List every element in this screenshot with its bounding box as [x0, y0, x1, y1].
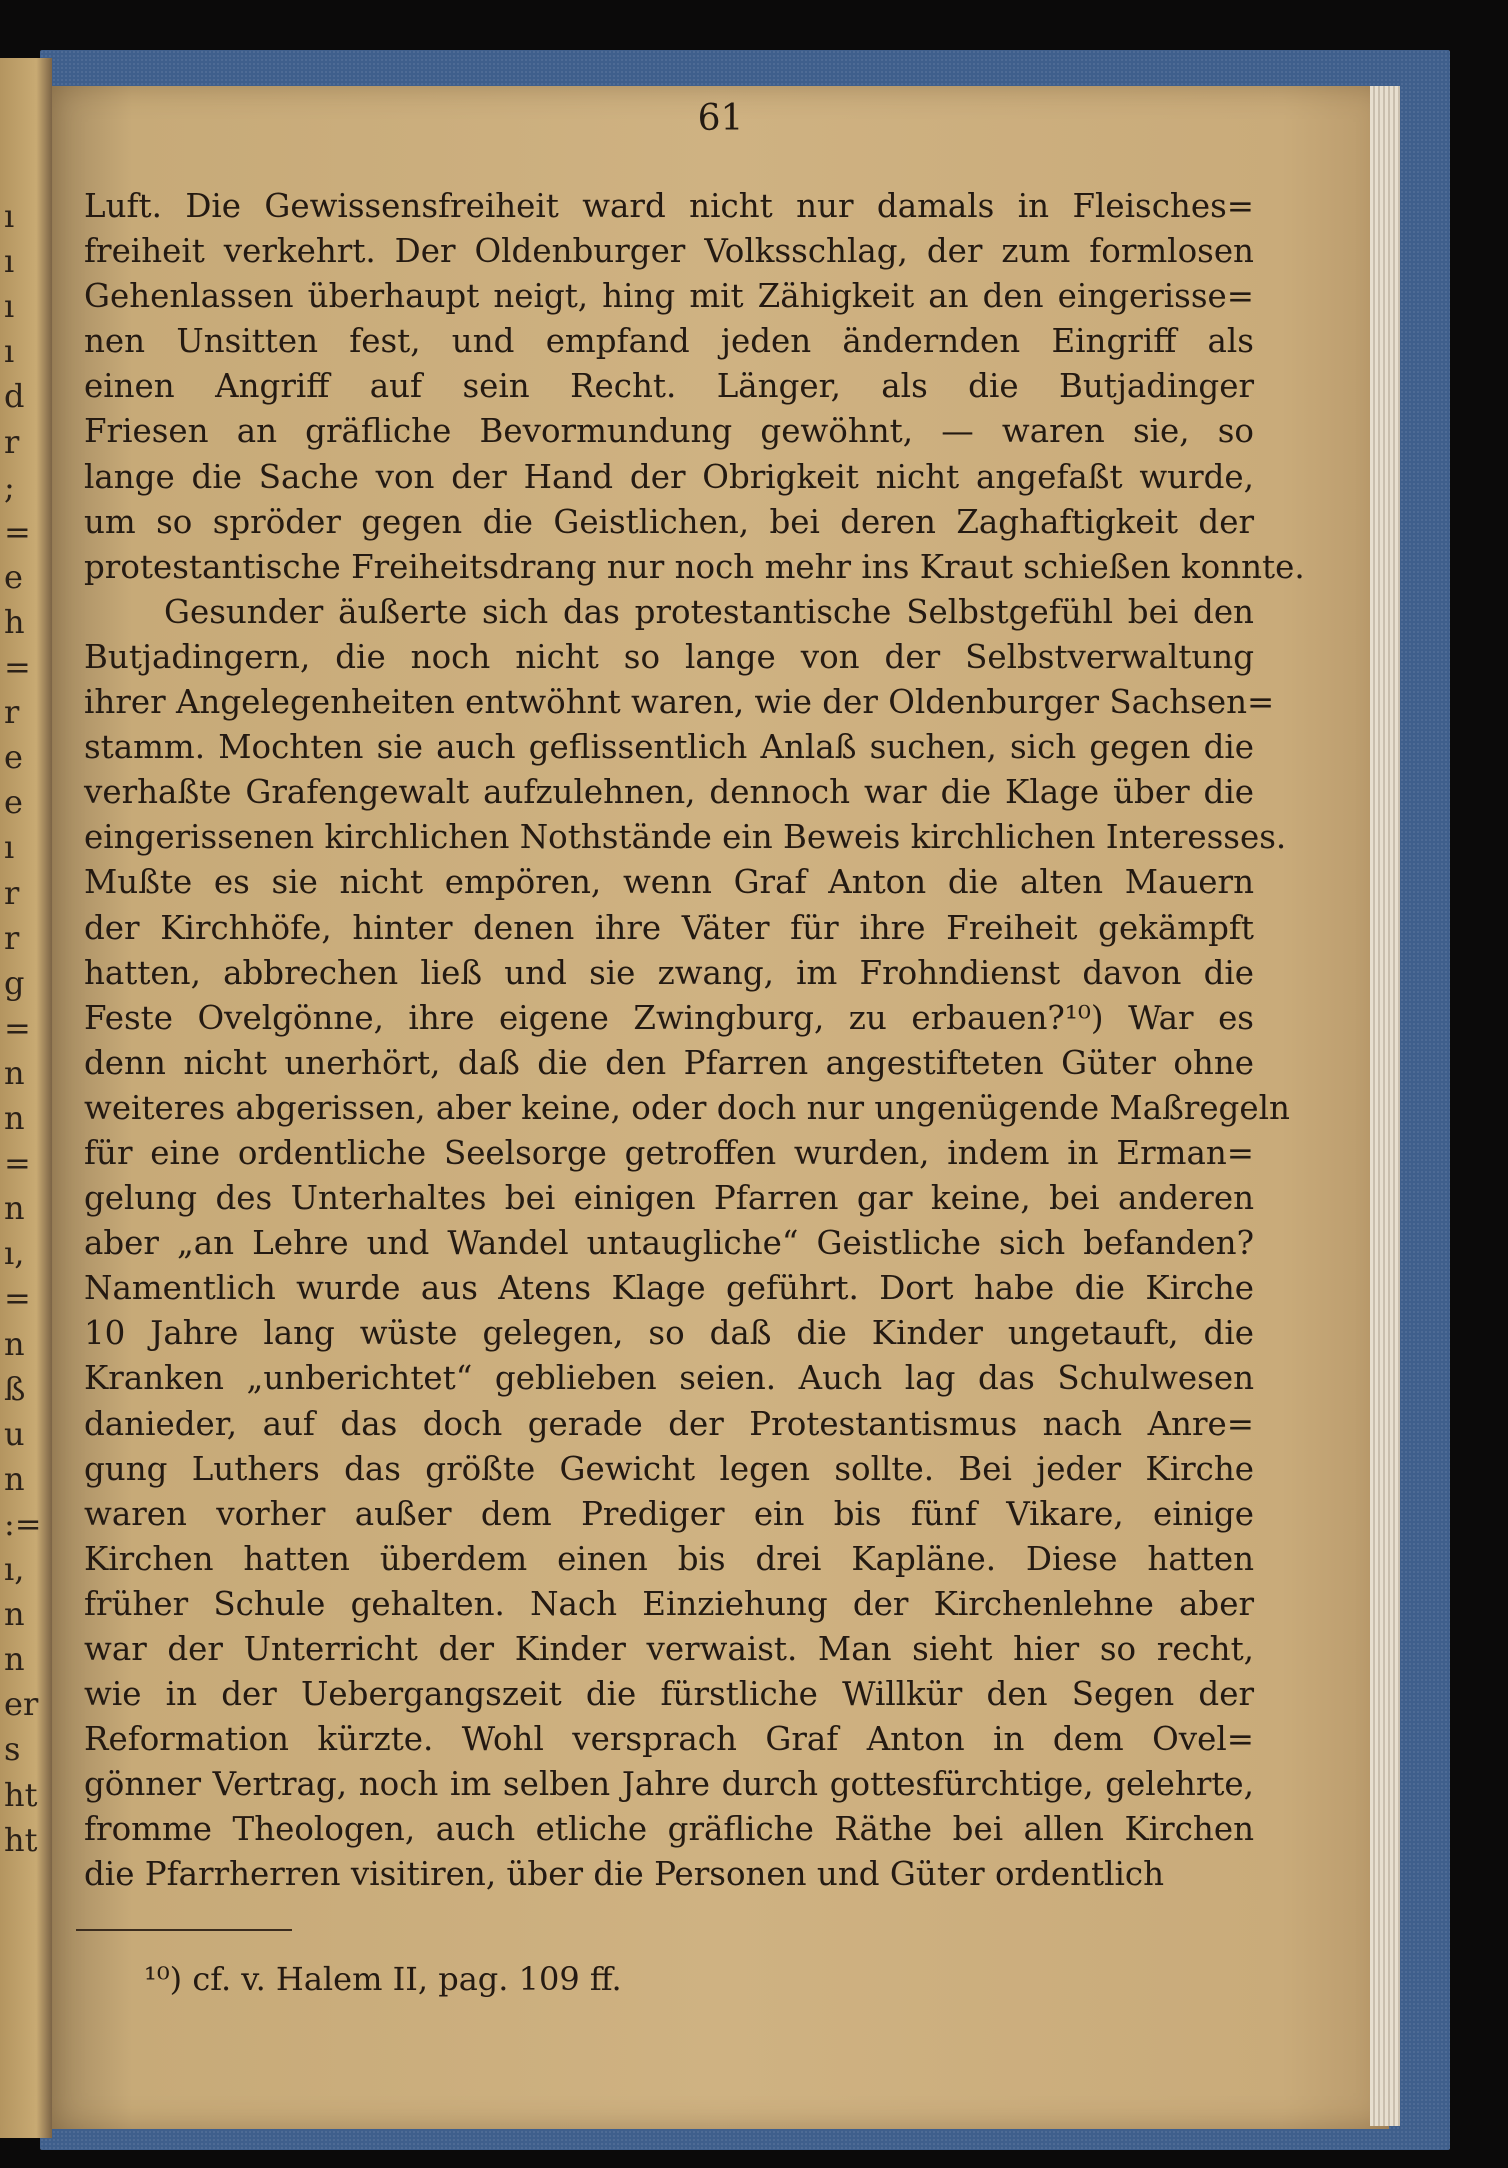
- text-line: gelung des Unterhaltes bei einigen Pfarren gar keine, bei anderen: [84, 1179, 1254, 1218]
- prev-page-char: :=: [4, 1504, 42, 1543]
- text-line: Namentlich wurde aus Atens Klage geführt. Dort habe die Kirche: [84, 1269, 1254, 1308]
- footnote-rule: [76, 1929, 292, 1931]
- text-line: ihrer Angelegenheiten entwöhnt waren, wie der Oldenburger Sachsen=: [84, 683, 1275, 722]
- body-text: [84, 184, 1305, 1898]
- prev-page-char: n: [4, 1324, 25, 1363]
- prev-page-char: r: [4, 918, 20, 957]
- text-line: Mußte es sie nicht empören, wenn Graf Anton die alten Mauern: [84, 863, 1254, 902]
- text-line: Gesunder äußerte sich das protestantische Selbstgefühl bei den: [164, 592, 1254, 631]
- prev-page-char: ı: [4, 828, 15, 867]
- text-line: der Kirchhöfe, hinter denen ihre Väter für ihre Freiheit gekämpft: [84, 908, 1254, 947]
- prev-page-char: =: [4, 1008, 31, 1047]
- text-line: fromme Theologen, auch etliche gräfliche Räthe bei allen Kirchen: [84, 1810, 1254, 1849]
- prev-page-char: n: [4, 1640, 25, 1679]
- text-line: die Pfarrherren visitiren, über die Personen und Güter ordentlich: [84, 1855, 1165, 1894]
- text-line: 10 Jahre lang wüste gelegen, so daß die Kinder ungetauft, die: [84, 1314, 1254, 1353]
- prev-page-char: r: [4, 693, 20, 732]
- prev-page-char: ı,: [4, 1550, 25, 1588]
- text-line: nen Unsitten fest, und empfand jeden ändernden Eingriff als: [84, 322, 1254, 361]
- prev-page-char: ;: [4, 467, 15, 506]
- prev-page-char: e: [4, 557, 23, 596]
- prev-page-char: g: [4, 963, 25, 1002]
- text-line: Luft. Die Gewissensfreiheit ward nicht nur damals in Fleisches=: [84, 187, 1254, 225]
- text-line: einen Angriff auf sein Recht. Länger, als die Butjadinger: [84, 367, 1254, 406]
- text-line: verhaßte Grafengewalt aufzulehnen, dennoch war die Klage über die: [84, 773, 1254, 812]
- text-line: gung Luthers das größte Gewicht legen sollte. Bei jeder Kirche: [84, 1449, 1254, 1488]
- book-page: [52, 86, 1389, 2129]
- text-line: Kranken „unberichtet“ geblieben seien. Auch lag das Schulwesen: [84, 1359, 1254, 1398]
- text-line: Butjadingern, die noch nicht so lange von der Selbstverwaltung: [84, 637, 1254, 676]
- prev-page-char: =: [4, 648, 31, 686]
- prev-page-char: s: [4, 1730, 21, 1769]
- text-line: stamm. Mochten sie auch geflissentlich Anlaß suchen, sich gegen die: [84, 728, 1254, 767]
- text-line: für eine ordentliche Seelsorge getroffen wurden, indem in Erman=: [84, 1133, 1254, 1172]
- text-line: Friesen an gräfliche Bevormundung gewöhnt, — waren sie, so: [84, 412, 1254, 451]
- prev-page-char: ß: [4, 1369, 26, 1408]
- text-line: hatten, abbrechen ließ und sie zwang, im Frohndienst davon die: [84, 953, 1254, 992]
- prev-page-char: e: [4, 783, 23, 822]
- text-line: Kirchen hatten überdem einen bis drei Kapläne. Diese hatten: [84, 1539, 1254, 1578]
- prev-page-char: ı,: [4, 1234, 25, 1273]
- prev-page-char: r: [4, 422, 20, 461]
- page-stack-edge: [1370, 86, 1400, 2126]
- text-line: früher Schule gehalten. Nach Einziehung der Kirchenlehne aber: [84, 1584, 1254, 1623]
- text-line: weiteres abgerissen, aber keine, oder doch nur ungenügende Maßregeln: [84, 1088, 1290, 1127]
- prev-page-char: er: [4, 1685, 39, 1724]
- previous-page-edge: [0, 58, 52, 2138]
- text-line: freiheit verkehrt. Der Oldenburger Volksschlag, der zum formlosen: [84, 232, 1254, 271]
- text-line: aber „an Lehre und Wandel untaugliche“ Geistliche sich befanden?: [84, 1224, 1254, 1263]
- text-line: war der Unterricht der Kinder verwaist. Man sieht hier so recht,: [84, 1630, 1254, 1668]
- prev-page-char: d: [4, 377, 25, 416]
- text-line: lange die Sache von der Hand der Obrigkeit nicht angefaßt wurde,: [84, 457, 1254, 496]
- prev-page-char: h: [4, 602, 25, 641]
- text-line: denn nicht unerhört, daß die den Pfarren angestifteten Güter ohne: [84, 1043, 1254, 1082]
- prev-page-char: n: [4, 1459, 25, 1498]
- prev-page-char: n: [4, 1189, 25, 1228]
- prev-page-char: =: [4, 1144, 31, 1183]
- footnote: ¹⁰) cf. v. Halem II, pag. 109 ff.: [144, 1960, 622, 1998]
- text-line: um so spröder gegen die Geistlichen, bei deren Zaghaftigkeit der: [84, 502, 1254, 541]
- prev-page-char: =: [4, 1279, 31, 1318]
- prev-page-char: n: [4, 1053, 25, 1092]
- text-line: Gehenlassen überhaupt neigt, hing mit Zähigkeit an den eingerisse=: [84, 277, 1254, 316]
- text-line: danieder, auf das doch gerade der Protestantismus nach Anre=: [84, 1404, 1254, 1443]
- text-line: gönner Vertrag, noch im selben Jahre durch gottesfürchtige, gelehrte,: [84, 1765, 1254, 1804]
- prev-page-char: n: [4, 1099, 25, 1137]
- prev-page-char: n: [4, 1595, 25, 1634]
- text-line: protestantische Freiheitsdrang nur noch mehr ins Kraut schießen konnte.: [84, 547, 1305, 586]
- prev-page-char: u: [4, 1414, 25, 1453]
- text-line: eingerissenen kirchlichen Nothstände ein Beweis kirchlichen Interesses.: [84, 818, 1287, 857]
- prev-page-char: r: [4, 873, 20, 912]
- prev-page-char: ı: [4, 332, 15, 371]
- prev-page-char: ı: [4, 287, 15, 326]
- prev-page-char: e: [4, 738, 23, 777]
- prev-page-char: ı: [4, 242, 15, 281]
- text-line: Reformation kürzte. Wohl versprach Graf Anton in dem Ovel=: [84, 1720, 1254, 1759]
- prev-page-char: ht: [4, 1775, 38, 1814]
- prev-page-char: ı: [4, 197, 15, 235]
- text-line: Feste Ovelgönne, ihre eigene Zwingburg, zu erbauen?¹⁰) War es: [84, 998, 1254, 1037]
- page-number: 61: [697, 98, 744, 139]
- text-line: wie in der Uebergangszeit die fürstliche Willkür den Segen der: [84, 1675, 1254, 1714]
- prev-page-char: =: [4, 512, 31, 551]
- text-line: waren vorher außer dem Prediger ein bis fünf Vikare, einige: [84, 1494, 1254, 1533]
- prev-page-char: ht: [4, 1820, 38, 1859]
